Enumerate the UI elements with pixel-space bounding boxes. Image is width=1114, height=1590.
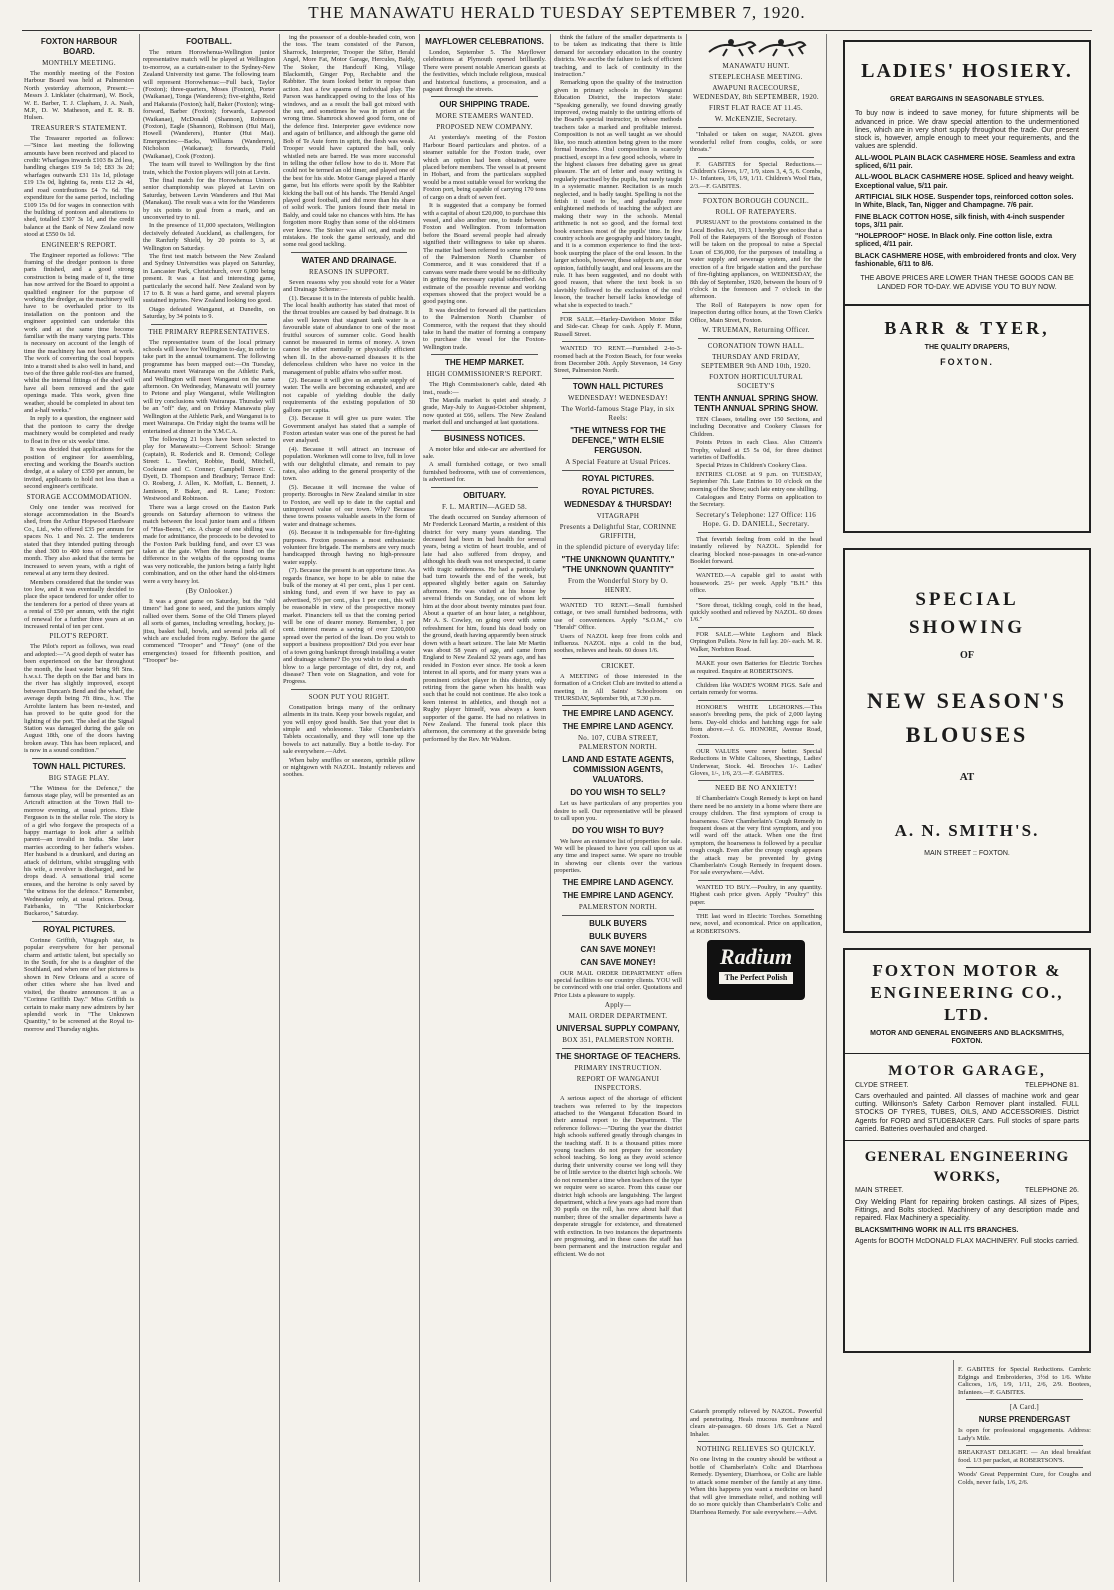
classified-ad: WANTED TO RENT.—Furnished 2-to-3-roomed bach at the Foxton Beach, for four weeks from December 20th. Apply Stevenson, 14 Grey Street, Palmerston North.: [554, 345, 682, 375]
classified-ad: Catarrh promptly relieved by NAZOL. Powerful and penetrating. Heals mucous membrane and clears air-passages. 60 doses 1/6. Get a Nazol Inhaler.: [690, 1408, 822, 1438]
article-paragraph: Members considered that the tender was too low, and it was eventually decided to place the space tendered for under offer to the tenderers for a period of three years at a rental of £50 per annum, with the right of renewal for a further three years at an increased rental of ten per cent.: [24, 578, 134, 631]
ad-line: FOXTON HORTICULTURAL SOCIETY'S: [709, 372, 803, 390]
article-heading: FOXTON HARBOUR BOARD.: [40, 37, 118, 56]
article-paragraph: A motor bike and side-car are advertised for sale.: [423, 445, 546, 461]
article-paragraph: The following 21 boys have been selected to play for Manawatu:—Convent School: Strange (captain), R. Roderick and R. Ormond; College Street: L. Tawhiri, Robbie, Budd, Mitchell, Cockrane and C. Conner; Campbell Street: C. Dyett, D. Thompson and Bradbury; Terrace End: O. Rosberg, J. Allen, K. Moffatt, L. Bennett, J. Jamieson, P. Baker, and R. Lane; Foxton: Westwood and Robinson.: [143, 435, 275, 503]
garage-phone: TELEPHONE 81.: [1024, 1081, 1079, 1089]
article-separator: [562, 312, 674, 313]
ad-line: UNIVERSAL SUPPLY COMPANY,: [556, 1024, 680, 1034]
ad-paragraph: We have an extensive list of properties for sale. We will be pleased to have you call upon us at any time and inspect same. We spare no trouble in showing our clients over the various properties.: [554, 837, 682, 875]
article-paragraph: The return Horowhenua-Wellington junior representative match will be played at Wellington to-morrow, as a curtain-raiser to the Sydney-New Zealand University test game. The following team will represent Horowhenua:—Full back, Taylor (Foxton); three-quarters, Moses (Foxton), Porter (Waikanae), Tonga (Wanderers); five-eighths, Reid and Hakaraia (Foxton); half, Baker (Foxton); wing-forward, Barber (Foxton); forwards, Lapwood (Waikanae), McDonald (Shannon), Robinson (Foxton), Eagle (Shannon), Robinson (Hui Mai), Howell (Wanderers), Hunter (Hui Mai). Emergencies:—Backs, Williams (Wanderers), Nicholson (Waikanae); forwards, Field (Waikanae), Cook (Foxton).: [143, 49, 275, 160]
column-6: [690, 34, 822, 1584]
ad-line: "THE UNKNOWN QUANTITY." "THE UNKNOWN QUANTITY": [561, 554, 675, 574]
column-divider: [550, 34, 551, 1582]
article-paragraph: The Treasurer reported as follows:—"Since last meeting the following amounts have been received and placed to credit: Wharfages inwards £103 8s 2d less, handling charges £19 5s 1d; £83 3s 2d; wharfages outwards £31 11s 1d, pilotage £19 13s 0d, lighting 6s, rents £12 2s 4d, and road contributions £4 7s 6d. The expenditure for the same period, including £109 15s 0d for wages in connection with the building of pontoon and alterations to shed, totalled £307 3s 1d, and the credit balance at the Bank of New Zealand now stood at £550 0s 1d.: [24, 134, 134, 239]
smith-name: A. N. SMITH'S.: [894, 821, 1040, 840]
garage-street: CLYDE STREET.: [855, 1081, 909, 1089]
article-subheading: PRIMARY INSTRUCTION.: [574, 1064, 662, 1073]
ad-paragraph: The Roll of Ratepayers is now open for inspection during office hours, at the Town Clerk's Office, Main Street, Foxton.: [690, 301, 822, 324]
article-heading: TOWN HALL PICTURES.: [32, 761, 126, 771]
article-separator: [431, 487, 538, 488]
article-separator: [562, 915, 674, 916]
column-divider: [139, 34, 140, 1582]
smith-address: MAIN STREET :: FOXTON.: [924, 850, 1010, 857]
hosiery-item: "HOLEPROOF" HOSE. In Black only. Fine cotton lisle, extra spliced, 4/11 pair.: [855, 233, 1053, 249]
article-paragraph: Only one tender was received for storage accommodation in the Board's shed, from the Arthur Hopwood Hardware Co., Ltd., who offered £35 per annum for spaces No. 1 and No. 2. The tenderers stated that they intended putting through the shed 300 to 400 tons of cement per month. They also asked that the terms be increased to seven years, with a right of renewal at any term they desired.: [24, 503, 134, 578]
classified-ad: FOR SALE.—White Leghorn and Black Orpington Pullets. Now in full lay. 20/- each. M. R. Walker, Norbiton Road.: [690, 630, 822, 653]
article-separator: [431, 430, 538, 431]
ad-heading: BULK BUYERS: [589, 918, 647, 928]
radium-tagline: The Perfect Polish: [719, 972, 793, 984]
column-1: [24, 34, 134, 1584]
hosiery-item: FINE BLACK COTTON HOSE, silk finish, with 4-inch suspender tops, 3/11 pair.: [855, 213, 1065, 229]
radium-brand: Radium: [719, 944, 793, 970]
blouses-line: AT: [959, 771, 975, 783]
article-paragraph: The death occurred on Sunday afternoon of Mr Frederick Leonard Martin, a resident of this district for very many years standing. The deceased had been in bad health for several years, being a victim of heart trouble, and of late had also suffered from dropsy, and although his death was not unexpected, it came with tragic suddenness. He had a particularly bad turn towards the end of the week, but appeared slightly better again on Saturday afternoon. He was visited at his house by several friends on Sunday, one of whom left him at the door about twenty minutes past four. About a quarter of an hour later, a neighbour, Mr A. S. Cowley, on going over with some refreshment for him, found his dead body on the ground, death having apparently been struck down with a heart seizure. The late Mr Martin was about 58 years of age, and came from England to New Zealand 32 years ago, and has resided in Foxton ever since. He took a keen interest in all sports, and for many years was a prominent cricket player in this district, only retiring from the game when his health was such that he could not continue. He also took a keen interest in athletics, and though not a Rugby player himself, was always a keen supporter of the game. He had no relatives in New Zealand. The funeral took place this afternoon, the ceremony at the graveside being performed by the Rev. Mr Walton.: [423, 513, 546, 743]
works-blacksmithing: BLACKSMITHING WORK IN ALL ITS BRANCHES.: [855, 1226, 1019, 1234]
ad-line: Apply—: [604, 1001, 632, 1010]
hosiery-item: BLACK CASHMERE HOSE, with embroidered fronts and clox. Very fashionable, 6/11 to 8/6.: [855, 252, 1077, 269]
article-paragraph: think the failure of the smaller departments is to be taken as indicating that there is little demand for secondary education in the country districts. We ascribe the failure to lack of efficient teaching, and to lack of continuity in the instruction.": [554, 34, 682, 79]
works-text: Oxy Welding Plant for repairing broken castings. All sizes of Pipes, Fittings, and Bolts stocked. Machinery of any description made and repaired. Flax Machinery a speciality.: [855, 1198, 1079, 1223]
blouses-line: SHOWING: [908, 617, 1026, 638]
article-paragraph: London, September 5. The Mayflower celebrations at Plymouth opened brilliantly. There were present notable American guests at the festivities, which include religious, musical and historical functions, a procession, and a pageant through the streets.: [423, 49, 546, 94]
article-heading: FOOTBALL.: [186, 37, 232, 46]
article-heading: THE SHORTAGE OF TEACHERS.: [555, 1052, 681, 1062]
article-heading: SOON PUT YOU RIGHT.: [308, 692, 390, 701]
classified-ad: THE last word in Electric Torches. Something new, novel, and economical. Price on application, at ROBERTSON'S.: [690, 913, 822, 935]
ad-line: BOX 351, PALMERSTON NORTH.: [562, 1036, 674, 1045]
article-separator: [32, 921, 126, 922]
ad-divider: [845, 304, 1089, 306]
article-paragraph: When baby snuffles or sneezes, sprinkle pillow or nightgown with NAZOL. Instantly relieves and soothes.: [283, 756, 415, 779]
blouses-line: NEW SEASON'S: [866, 688, 1068, 713]
ad-heading: MANAWATU HUNT.: [722, 62, 790, 71]
ad-heading: TENTH ANNUAL SPRING SHOW. TENTH ANNUAL SPRING SHOW.: [693, 393, 818, 413]
article-subheading: ENGINEER'S REPORT.: [41, 240, 117, 249]
column-divider: [953, 1360, 954, 1582]
article-paragraph: It was a great game on Saturday, but the "old timers" had gone to seed, and the juniors simply rallied over them. Some of the Old Timers played all sorts of games, including wrestling, hockey, ju-jitsu, basket ball, bowls, and several jerks all of which are excluded from rugby. Before the game commenced "Trooper" and "Tessy" (one of the emergencies) tossed for fifteenth position, and "Trooper" be-: [143, 598, 275, 665]
horse-race-icon: [690, 36, 822, 60]
article-separator: [562, 658, 674, 659]
ad-heading: THE EMPIRE LAND AGENCY.: [562, 890, 674, 900]
article-separator: [291, 252, 407, 253]
ad-line: DO YOU WISH TO BUY?: [572, 825, 664, 835]
masthead-title: THE MANAWATU HERALD: [308, 3, 536, 22]
ad-paragraph: Let us have particulars of any properties you desire to sell. Our representative will be pleased to call upon you.: [554, 800, 682, 823]
article-separator: [698, 598, 814, 599]
ad-line: "THE WITNESS FOR THE DEFENCE," WITH ELSIE FERGUSON.: [570, 425, 666, 455]
article-subheading: REASONS IN SUPPORT.: [308, 267, 390, 276]
ad-line: in the splendid picture of everyday life:: [556, 542, 680, 551]
works-contact: [855, 1187, 1079, 1195]
ad-heading: BULK BUYERS: [589, 931, 647, 941]
article-heading: THE PRIMARY REPRESENTATIVES.: [148, 327, 270, 336]
motor-subtitle: MOTOR AND GENERAL ENGINEERS AND BLACKSMITHS, FOXTON.: [870, 1030, 1064, 1046]
article-paragraph: (1). Because it is in the interests of public health. The local health authority has stated that most of the throat troubles are caused by bad drainage. It is also well known that stagnant tank water is a favourable state of abundance to one of the most fruitful sources of summer colic. Good health cannot be measured in terms of money. A town cannot be either mentally or physically efficient when ill. In the above-named diseases it is the defenceless children who have no voice in the management of public affairs who suffer most.: [283, 294, 415, 376]
ad-line: MAIL ORDER DEPARTMENT.: [568, 1012, 668, 1021]
article-separator: [698, 909, 814, 910]
article-paragraph: It was decided to forward all the particulars to the Palmerston North Chamber of Commerce, with the request that they should take in hand the matter of forming a company to purchase the vessel for the Foxton-Wellington trade.: [423, 306, 546, 351]
hosiery-ad: [843, 40, 1091, 533]
article-subheading: PILOT'S REPORT.: [49, 632, 109, 641]
ad-paragraph: ENTRIES CLOSE at 9 p.m. on TUESDAY, September 7th. Late Entries to 10 o'clock on the morning of the Show; such late entry one shilling.: [690, 470, 822, 493]
hosiery-item: ARTIFICIAL SILK HOSE. Suspender tops, reinforced cotton soles. In White, Black, Tan, Nigger and Champagne. 7/6 pair.: [855, 193, 1074, 210]
ad-line: AWAPUNI RACECOURSE, WEDNESDAY, 8th SEPTEMBER, 1920.: [693, 84, 819, 102]
article-paragraph: The Pilot's report as follows, was read and adopted:—"A good depth of water has been experienced on the bar throughout the month, the least water being 9ft 5ins. h.w.s.t. The depth on the Bar and bars in the river has slightly improved, except between Duncan's Bend and the wharf, the average depth being 7ft 8ins., h.w. The Arrohite lantern has been re-tested, and has proved to be quite good for the lighting of the port. The shed at the Signal Station was damaged during the gale on August 18th, one of the doors having broken away. This has been replaced, and is now in a sound condition.": [24, 643, 134, 755]
classified-ad: "Sore throat, tickling cough, cold in the head, quickly soothed and relieved by NAZOL. 60 doses 1/6.": [690, 601, 822, 624]
ad-line: FIRST FLAT RACE AT 11.45.: [709, 104, 803, 113]
ad-heading: THE EMPIRE LAND AGENCY.: [562, 722, 674, 732]
column-4: [423, 34, 546, 1584]
classified-ad: BREAKFAST DELIGHT. — An ideal breakfast food. 1/3 per packet, at ROBERTSON'S.: [958, 1449, 1091, 1464]
classified-ad: That feverish feeling from cold in the head instantly relieved by NAZOL. Splendid for clearing blocked nose-passages in one-ad-vance Booklet forward.: [690, 535, 822, 566]
garage-text: Cars overhauled and painted. All classes of machine work and gear cutting. Wilkinson's Safety Carbon Remover plant installed. FULL STOCKS OF TYRES, TUBES, OILS, AND ACCESSORIES. District Agents for FORD and STUDEBAKER Cars. Full stocks of spare parts carried. Batteries overhauled and charged.: [855, 1092, 1079, 1134]
article-separator: [698, 880, 814, 881]
motor-title: FOXTON MOTOR & ENGINEERING CO., LTD.: [870, 961, 1064, 1024]
article-separator: [698, 744, 814, 745]
ad-line: DO YOU WISH TO SELL?: [570, 788, 666, 798]
article-separator: [698, 1441, 814, 1442]
ad-line: ROLL OF RATEPAYERS.: [715, 208, 797, 217]
article-separator: [966, 1445, 1083, 1446]
column-divider: [279, 34, 280, 1582]
article-separator: [562, 341, 674, 342]
article-paragraph: A small furnished cottage, or two small furnished bedrooms, with use of conveniences, is advertised for.: [423, 461, 546, 484]
article-paragraph: The High Commissioner's cable, dated 4th inst., reads:—: [423, 381, 546, 396]
article-paragraph: Otago defeated Wanganui, at Dunedin, on Saturday, by 34 points to 9.: [143, 305, 275, 321]
article-separator: [698, 157, 814, 158]
article-separator: [698, 338, 814, 339]
ad-paragraph: PURSUANT to the provisions contained in the Local Bodies Act, 1913, I hereby give notice that a Poll of the Ratepayers of the Borough of Foxton will be taken on the proposal to raise a Special Loan of £36,000, for the purposes of installing a water supply and sewerage system, and for the erection of a fire brigade station and the purchase of fire-fighting appliances, on WEDNESDAY, the 8th day of September, 1920, between the hours of 9 o'clock in the forenoon and 7 o'clock in the afternoon.: [690, 219, 822, 301]
article-paragraph: The first test match between the New Zealand and Sydney Universities was played on Saturday, in Lancaster Park, Christchurch, over 6,000 being present. It was a fast and interesting game, particularly the second half. New Zealand won by 17 to 8. It was a hard game, and several players sustained injuries. New Zealand looking too good.: [143, 252, 275, 305]
masthead-rule: [22, 30, 1092, 31]
article-separator: [291, 689, 407, 690]
ad-heading: CORONATION TOWN HALL.: [707, 341, 805, 350]
article-subheading: MONTHLY MEETING.: [42, 59, 116, 67]
article-heading: BUSINESS NOTICES.: [444, 433, 525, 443]
article-paragraph: (3). Because it will give us pure water. The Government analyst has stated that a sample of Foxton artesian water was one of the purest he had ever analysed.: [283, 415, 415, 445]
ad-line: No. 107, CUBA STREET, PALMERSTON NORTH.: [577, 734, 659, 752]
masthead-date: SEPTEMBER 7, 1920.: [629, 3, 806, 22]
article-paragraph: At yesterday's meeting of the Foxton Harbour Board particulars and photos. of a steamer suitable for the Foxton trade, over which an option had been obtained, were placed before members. The vessel is at present in Hobart, and from the particulars supplied would be a most suitable vessel for working the Foxton port, being capable of carrying 170 tons of cargo on a draft of seven feet.: [423, 134, 546, 201]
article-paragraph: It is suggested that a company be formed with a capital of about £20,000, to purchase this vessel, and also another one, to trade between Foxton and Wellington. From information before the Board several people had already signified their willingness to take up shares. The matter had been referred to some members of the Palmerston North Chamber of Commerce, and it was considered that if a canvass were made there would be no difficulty in getting the necessary capital subscribed. An estimate of the possible revenue and working expenses showed that the project would be a good paying one.: [423, 202, 546, 306]
article-paragraph: (6). Because it is indispensable for fire-fighting purposes. Foxton possesses a most enthusiastic volunteer fire brigade. The members are very much handicapped through having no high-pressure water supply.: [283, 529, 415, 566]
ad-paragraph: Special Prizes in Children's Cookery Class.: [696, 462, 807, 470]
classified-ad: MAKE your own Batteries for Electric Torches as required. Enquire at ROBERTSON'S.: [690, 660, 822, 675]
blouses-line: OF: [960, 650, 974, 661]
article-heading: OUR SHIPPING TRADE.: [439, 100, 530, 110]
article-paragraph: The Engineer reported as follows: "The framing of the dredger pontoon is three parts finished, and a good strong construction is being made of it, the time has now arrived for the Board to appoint a qualified engineer for the purpose of working the dredger, as the machinery will have to be overhauled prior to its installation on the pontoon and the engineer appointed can undertake this work and at the same time become familiar with the many varying parts. This is necessary on account of the length of time the machinery has not been at work. The work of converting the coal hoppers into a transit shed is also well in hand, and two of the three gable roof-ties are framed, whilst the internal fittings of the shed will have all been removed and the gate openings made. This work, given fine weather, should be completed in about ten and a-half weeks.": [24, 251, 134, 415]
article-separator: [698, 532, 814, 533]
classified-ad: Woods' Great Peppermint Cure, for Coughs and Colds, never fails, 1/6, 2/6.: [958, 1471, 1091, 1486]
article-subheading: MORE STEAMERS WANTED.: [435, 112, 534, 121]
article-paragraph: "The Witness for the Defence," the famous stage play, will be presented as an Artcraft attraction at the Town Hall to-morrow evening, at usual prices. Elsie Ferguson is in the stellar role. The story is of a girl who forgave the prospects of a happy marriage to look after a selfish parent—an invalid in India. She later marries according to her father's wishes. Her husband is a drunkard, and during an attack of delirium, whilst struggling with his wife, a revolver is discharged, and he drops dead. A sensational trial scene ensues, and the heroine is only saved by "the witness for the defence." Remember, Wednesday only, at usual prices. Doug. Fairbanks, in "The Knickerbocker Buckaroo," Saturday.: [24, 784, 134, 918]
garage-contact: [855, 1082, 1079, 1090]
garage-title: MOTOR GARAGE,: [888, 1062, 1046, 1079]
article-heading: OBITUARY.: [463, 490, 506, 500]
card-label: [A Card.]: [1009, 1403, 1040, 1411]
classified-ad: Users of NAZOL keep free from colds and influenza. NAZOL nips a cold in the bud, soothes, relieves and heals. 60 doses 1/6.: [554, 632, 682, 655]
ad-heading: ROYAL PICTURES.: [581, 486, 654, 496]
column-divider: [419, 34, 420, 1582]
article-paragraph: (5). Because it will increase the value of property. Boroughs in New Zealand similar in size to Foxton, are well up to date in the capital and unimproved value of our town. Why? Because these towns possess valuable assets in the form of water and drainage schemes.: [283, 483, 415, 528]
ad-line: W. TRUEMAN, Returning Officer.: [702, 325, 810, 334]
ad-paragraph: Catalogues and Entry Forms on application to the Secretary.: [690, 494, 822, 509]
article-paragraph: (4). Because it will attract an increase of population. Workmen will come to live, full in love with our delightful climate, and remain to pay rates, also adding to the general prosperity of the town.: [283, 445, 415, 483]
classified-ad: F. GABITES for Special Reductions. Cambric Edgings and Embroideries, 3½d to 1/6. White Calicoes, 1/6, 1/9, 1/11, 2/6, 2/9. Bootees, Infantees.—F. GABITES.: [958, 1366, 1091, 1396]
column-2: [143, 34, 275, 1584]
article-separator: [562, 378, 674, 379]
article-paragraph: It was decided that applications for the position of engineer for assembling, erecting and working the Board's suction dredge, at a salary of £350 per annum, be invited, applicants to hold not less than a second engineer's certificate.: [24, 446, 134, 491]
article-subheading: F. L. MARTIN—AGED 58.: [441, 502, 528, 511]
hosiery-item: ALL-WOOL PLAIN BLACK CASHMERE HOSE. Seamless and extra spliced, 6/11 pair.: [855, 154, 1076, 171]
article-heading: WATER AND DRAINAGE.: [301, 255, 397, 265]
ad-line: THURSDAY AND FRIDAY, SEPTEMBER 9th AND 10th, 1920.: [701, 352, 811, 370]
ad-line: Presents a Delightful Star, CORINNE GRIFFITH,: [559, 522, 677, 540]
column-5: [554, 34, 682, 1584]
ad-paragraph: TEN Classes, totalling over 150 Sections, and including Decorative and Cookery Classes for Children.: [690, 415, 822, 438]
ad-heading: TOWN HALL PICTURES: [572, 381, 664, 391]
article-paragraph: Corinne Griffith, Vitagraph star, is popular everywhere for her personal charm and artistic talent, but specially so in the South, for she is a daughter of the Southland, and when one of her pictures is shown in New Orleans and a score of other cities where she has lived and visited, the theatre announces it as a "Corinne Griffith Day." Miss Griffith is certain to make many new admirers by her splendid work in "The Unknown Quantity," to be screened at the Royal to-morrow and Thursday nights.: [24, 936, 134, 1033]
article-separator: [698, 780, 814, 781]
article-paragraph: The final match for the Horowhenua Union's senior championship was played at Levin on Saturday, between Levin Wanderers and Hui Mai (Manakau). The result was a win for the Wanderers by six points to goal from a mark, and an unconverted try to nil.: [143, 176, 275, 221]
barr-tyer-name: BARR & TYER,: [884, 317, 1050, 338]
ad-line: VITAGRAPH: [596, 511, 640, 520]
barr-tyer-town: FOXTON.: [940, 357, 994, 368]
article-subheading: PROPOSED NEW COMPANY.: [436, 123, 533, 132]
article-separator: [151, 324, 267, 325]
article-separator: [431, 96, 538, 97]
article-separator: [431, 354, 538, 355]
article-heading: MAYFLOWER CELEBRATIONS.: [425, 37, 544, 46]
blouses-line: SPECIAL: [915, 589, 1019, 610]
article-paragraph: The Manila market is quiet and steady. J grade, May-July to August-October shipment, now quoted at £66, sellers. The New Zealand market dull and unchanged at last quotations.: [423, 397, 546, 427]
radium-logo: [707, 940, 805, 1000]
article-paragraph: There was a large crowd on the Easton Park grounds on Saturday afternoon to witness the match between the local junior team and a fifteen of "Has-Beens," etc. A charge of one shilling was made for admittance, the proceeds to be devoted to the Foxton Park building fund, and over £3 was taken at the gate. When the teams lined on the difference in the weights of the opposing teams was very noticeable, the juniors being a fairly light combination, and on the other hand the old-timers were a very heavy lot.: [143, 503, 275, 585]
column-7-bottom: [958, 1366, 1091, 1586]
ad-heading: CAN SAVE MONEY!: [580, 944, 656, 954]
article-subheading: BIG STAGE PLAY.: [48, 773, 110, 782]
classified-ad: HONORE'S WHITE LEGHORNS.—This season's breeding pens, the pick of 2,000 laying hens. Day-old chicks and hatching eggs for sale from above.—J. G. HONORE, Avenue Road, Foxton.: [690, 703, 822, 741]
works-phone: TELEPHONE 26.: [1024, 1187, 1079, 1195]
ad-line: PALMERSTON NORTH.: [578, 902, 658, 911]
article-paragraph: A MEETING of those interested in the formation of a Cricket Club are invited to attend a meeting in All Saints' Schoolroom on THURSDAY, September 9th, at 7.30 p.m.: [554, 672, 682, 702]
ad-divider: [845, 1053, 1089, 1054]
article-paragraph: The team will travel to Wellington by the first train, which the Foxton players will join at Levin.: [143, 161, 275, 176]
ad-heading: NEED BE NO ANXIETY!: [715, 784, 797, 793]
classified-ad: FOR SALE.—Harley-Davidson Motor Bike and Side-car. Cheap for cash. Apply F. Munn, Russell Street.: [554, 316, 682, 338]
article-paragraph: Constipation brings many of the ordinary ailments in its train. Keep your bowels regular, and you will enjoy good health. See that your diet is simple and wholesome. Take Chamberlain's Tablets occasionally, and they will tone up the bowels to act naturally. Buy a bottle to-day. For sale everywhere.—Advt.: [283, 703, 415, 756]
ad-heading: THE EMPIRE LAND AGENCY.: [562, 877, 674, 887]
ad-line: STEEPLECHASE MEETING.: [709, 73, 803, 82]
works-agents: Agents for BOOTH McDONALD FLAX MACHINERY. Full stocks carried.: [855, 1237, 1079, 1245]
article-subheading: HIGH COMMISSIONER'S REPORT.: [426, 370, 543, 379]
article-paragraph: (2). Because it will give us an ample supply of water. The wells are becoming exhausted, and are not capable of yielding double the daily requirements of the existing population of 30 gallons per capita.: [283, 377, 415, 414]
hosiery-item: ALL-WOOL BLACK CASHMERE HOSE. Spliced and heavy weight. Exceptional value, 5/11 pair.: [855, 174, 1074, 190]
ad-line: From the Wonderful Story by O. HENRY.: [567, 576, 669, 594]
article-heading: ROYAL PICTURES.: [42, 924, 115, 934]
column-6-bottom: [690, 1408, 822, 1583]
classified-ad: WANTED.—A capable girl to assist with housework. 25/- per week. Apply "B.H." this office.: [690, 572, 822, 595]
ad-paragraph: If Chamberlain's Cough Remedy is kept on hand there need be no anxiety in a home where there are croupy children. The first symptom of croup is hoarseness. Give Chamberlain's Cough Remedy in frequent doses at the very first symptom, and you will ward off the attack. When one the first symptom, the hoarseness is followed by a peculiar rough cough. Even after the croupy cough appears the attack may be prevented by giving Chamberlain's Cough Remedy in frequent doses. For sale everywhere.—Advt.: [690, 795, 822, 877]
article-paragraph: Seven reasons why you should vote for a Water and Drainage Scheme:—: [283, 278, 415, 294]
article-separator: [562, 705, 674, 706]
card-text: Is open for professional engagements. Address: Lady's Mile.: [958, 1427, 1091, 1442]
article-heading: THE HEMP MARKET.: [445, 358, 524, 368]
ad-line: WEDNESDAY! WEDNESDAY!: [568, 393, 668, 402]
article-paragraph: In reply to a question, the engineer said that the pontoon to carry the dredge machinery would be completed and ready to float in five or six weeks' time.: [24, 415, 134, 445]
article-subheading: TREASURER'S STATEMENT.: [31, 123, 127, 132]
article-subheading: REPORT OF WANGANUI INSPECTORS.: [576, 1075, 660, 1093]
article-separator: [698, 627, 814, 628]
ad-heading: ROYAL PICTURES.: [581, 473, 654, 483]
article-heading: CRICKET.: [601, 661, 635, 670]
classified-ad: F. GABITES for Special Reductions.—Children's Gloves, 1/7, 1/9, sizes 3, 4, 5, 6. Combs, 1/-. Infantees, 1/6, 1/9, 1/11. Children's Wool Hats, 2/3.—F. GABITES.: [690, 160, 822, 190]
radium-ad: [690, 936, 822, 1000]
article-separator: [698, 656, 814, 657]
article-separator: [966, 1399, 1083, 1400]
ad-line: WEDNESDAY & THURSDAY!: [564, 499, 672, 509]
ad-line: W. McKENZIE, Secretary.: [714, 115, 798, 124]
classified-ad: "Inhaled or taken on sugar, NAZOL gives wonderful relief from coughs, colds, or sore throats.": [690, 131, 822, 154]
works-street: MAIN STREET.: [855, 1187, 904, 1195]
hosiery-subtitle: GREAT BARGAINS IN SEASONABLE STYLES.: [890, 96, 1044, 103]
works-title: GENERAL ENGINEERING WORKS,: [864, 1149, 1070, 1186]
classified-ad: OUR VALUES were never better. Special Reductions in White Calicoes, Sheetings, Ladies' Underwear, Stock. 4d. Brooches 1/-. Ladies' Gloves, 1/-, 1/6, 2/3.—F. GABITES.: [690, 747, 822, 777]
ad-heading: THE EMPIRE LAND AGENCY.: [562, 709, 674, 719]
ad-line: Secretary's Telephone: 127 Office: 116 Hope. G. D. DANIELL, Secretary.: [695, 510, 817, 528]
article-paragraph: The monthly meeting of the Foxton Harbour Board was held at Palmerston North yesterday afternoon, Present:—Messrs J. Linklater (chairman), W. Bock, W. E. Barber, T. J. Clapham, J. A. Nash, M.P., D. W. Matheson, and E. R. B. Hulsen.: [24, 70, 134, 122]
article-separator: [562, 598, 674, 599]
ad-paragraph: Points Prizes in each Class. Also Citizen's Trophy, valued at £5 5s 0d, for three distinct varieties of Daffodils.: [690, 439, 822, 461]
article-separator: [698, 193, 814, 194]
blouses-ad: [843, 548, 1091, 933]
barr-tyer-subtitle: THE QUALITY DRAPERS,: [924, 343, 1010, 351]
article-paragraph: The representative team of the local primary schools will leave for Wellington to-day, in order to take part in the annual tournament. The following programme has been mapped out:—On Tuesday, Manawatu meet Wairarapa on the Athletic Park, and Wellington will meet Wanganui on the same afternoon. On Wednesday, Manawatu will journey to Petone and play Wanganui, while Wellington will try conclusions with Wairarapa. Thursday will be an "off" day, and on Friday Manawatu play Wellington at the Athletic Park, and Wanganui is to meet Wairarapa. On Friday night the teams will be entertained at dinner in the Y.M.C.A.: [143, 338, 275, 435]
article-separator: [698, 127, 814, 128]
article-separator: [32, 758, 126, 759]
article-separator: [966, 1467, 1083, 1468]
article-separator: [698, 678, 814, 679]
ad-heading: FOXTON BOROUGH COUNCIL.: [702, 197, 810, 206]
article-separator: [698, 568, 814, 569]
blouses-line: BLOUSES: [905, 722, 1029, 747]
column-divider: [686, 34, 687, 1582]
classified-ad: WANTED TO RENT.—Small furnished cottage, or two small furnished bedrooms, with use of conveniences. Apply "S.O.M.," c/o "Herald" Office.: [554, 601, 682, 632]
ad-divider: [845, 1140, 1089, 1141]
classified-ad: WANTED TO BUY.—Poultry, in any quantity. Highest cash price given. Apply "Poultry" this paper.: [690, 883, 822, 906]
article-paragraph: A serious aspect of the shortage of efficient teachers was referred to by the inspectors attached to the Wanganui Education Board in their annual report to the Department. The reference follows:—"During the year the district high schools suffered greatly through changes in the teaching staff. It is a thousand pities more young teachers do not prepare for secondary school teaching. So long as they avoid science during their university course we long will they be of little service to the district high schools. We do not remember a time when teachers of the type we require were so scarce. From this cause our district high schools are languishing. The largest department, which a few years ago had more than 30 pupils on the roll, has now about half that number; three of the smaller departments have a desperate struggle for existence, and threatened with extinction. In two instances the departments are progressing, and in these cases the staff has been permanent and the instruction regular and efficient. We do not: [554, 1095, 682, 1258]
ad-paragraph: OUR MAIL ORDER DEPARTMENT offers special facilities to our country clients. YOU will be convinced with one trial order. Quotations and Price Lists a pleasure to supply.: [554, 969, 682, 999]
article-paragraph: In the presence of 11,000 spectators, Wellington decisively defeated Auckland, as challengers, for the Ranfurly Shield, by 20 points to 3, at Wellington on Saturday.: [143, 222, 275, 252]
classified-ad: Children like WADE'S WORM FIGS. Safe and certain remedy for worms.: [690, 681, 822, 697]
column-divider: [826, 34, 827, 1582]
card-name: NURSE PRENDERGAST: [978, 1415, 1071, 1424]
ad-line: LAND AND ESTATE AGENTS, COMMISSION AGENTS, VALUATORS.: [562, 755, 674, 785]
ad-heading: CAN SAVE MONEY!: [580, 957, 656, 967]
article-subheading: STORAGE ACCOMMODATION.: [26, 492, 132, 501]
ad-heading: NOTHING RELIEVES SO QUICKLY.: [696, 1445, 816, 1453]
hosiery-title: LADIES' HOSIERY.: [861, 60, 1073, 82]
horse-race-illustration: [701, 36, 811, 58]
article-separator: [698, 700, 814, 701]
article-paragraph: (7). Because the present is an opportune time. As regards finance, we hope to be able to raise the bulk of the money at 41 per cent., plus 1 per cent. sinking fund, and even if we have to pay as advertised, 5½ per cent., plus 1 per cent., this will be reasonable in view of the prospective money market. Financiers tell us that the coming period will be one of dearer money. Remember, 1 per cent. interest means a saving of over £200,000 spread over the period of the loan. Do you wish to support a business proposition? Did you ever hear of a town going bankrupt through installing a water and drainage scheme? Do you wish to deal a death blow to a large percentage of dirt, dry rot, and disease? Then vote on Stagnation, and vote for Progress.: [283, 567, 415, 686]
motor-ad: [843, 948, 1091, 1353]
ad-paragraph: No one living in the country should be without a bottle of Chamberlain's Colic and Diarrhoea Remedy. Dysentery, Diarrhoea, or Colic are liable to attack some member of the family at any time. When this happens you want a medicine on hand that will give immediate relief, and nothing will do so more quickly than Chamberlain's Colic and Diarrhoea Remedy. For sale everywhere.—Advt.: [690, 1456, 822, 1516]
masthead: [0, 0, 1114, 26]
article-paragraph: Remarking upon the quality of the instruction given in primary schools in the Wanganui Education District, the inspectors state: "Speaking generally, we found drawing greatly improved, owing mainly to the untiring efforts of the Board's special instructor, in whose methods teachers take a marked and profitable interest. Composition is not as well taught as we should like, too much attention being given to the more formal branches. Oral composition is scarcely practised, except in a few good schools, where in the highest classes free debating gave us great pleasure. The art of letter and essay writing is regularly practised by the pupils, but rarely taught in a systematic manner. Recitation is as much neglected, and is badly taught. Spelling is not the fetish it used to be, and gradually more enlightened methods of teaching the subject are making their way in the schools. Mental arithmetic is not so good, and the formal text book exercises most of the pupils' time. In few country schools are geography and history taught, and it is a common experience to find the text-book usurping the place of the oral lesson. In the larger schools, however, these subjects are, in our opinion, faithfully taught, and oral lessons are the rule. It has been suggested, and no doubt with good reason, that where the text book is so slavishly followed to the exclusion of the oral lesson, the teacher herself lacks knowledge of what she is expected to teach.": [554, 79, 682, 309]
article-byline: (By Onlooker.): [185, 587, 233, 596]
column-3: [283, 34, 415, 1584]
article-separator: [562, 470, 674, 471]
masthead-day: TUESDAY: [540, 3, 625, 22]
article-paragraph: ing the possessor of a double-headed coin, won the toss. The team consisted of the Parson, Sharrock, Interpreter, Trooper the Sifter, Herald Angel, More Fat, Motor Garage, Hercules, Baldy, The Stoker, the Handcuff King, Village Blacksmith, Ginger Pop, Rechabite and the Rabbiter. The team looked better in repose than action. Just a few spasms of individual play. The Parson was handicapped owing to the loss of his windows, and as a result the ball got mixed with the sun, and sometimes he was in prison at the wrong time. Shamrock showed good form, one of the defence first. Interpreter gave evidence now and again of brilliance, and although the game old Bob of Te Aute form in spirit, the flesh was weak. Trooper would have captured the ball, only whistled nets are barred. He was more successful in telling the other fellow how to do it. More Fat could not be termed an old timer, and played one of the best for his side. Motor Garage played a Hardy game, but his efforts were spoilt by the Rabbiter kicking the ball out of his hands. The Herald Angel played good football, and did more than his share of solid work. The juniors found their metal in Baldy, and could take no chances with him. He has forgotten more Rugby than some of the old-timers ever knew. The Stoker was all out, and made no mistakes. He took the game seriously, and did some real good tackling.: [283, 34, 415, 249]
ad-line: The World-famous Stage Play, in six Reels:: [561, 404, 675, 422]
article-separator: [562, 1048, 674, 1049]
hosiery-intro: To buy now is indeed to save money, for future shipments will be advanced in price. We draw special attention to the undermentioned lines, which are in very short supply throughout the trade. Our present stock is, however, ample enough to meet your requirements, and the values are splendid.: [855, 110, 1079, 151]
hosiery-closing: THE ABOVE PRICES ARE LOWER THAN THESE GOODS CAN BE LANDED FOR TO-DAY. WE ADVISE YOU TO BUY NOW.: [860, 275, 1074, 291]
ad-line: A Special Feature at Usual Prices.: [565, 457, 671, 466]
